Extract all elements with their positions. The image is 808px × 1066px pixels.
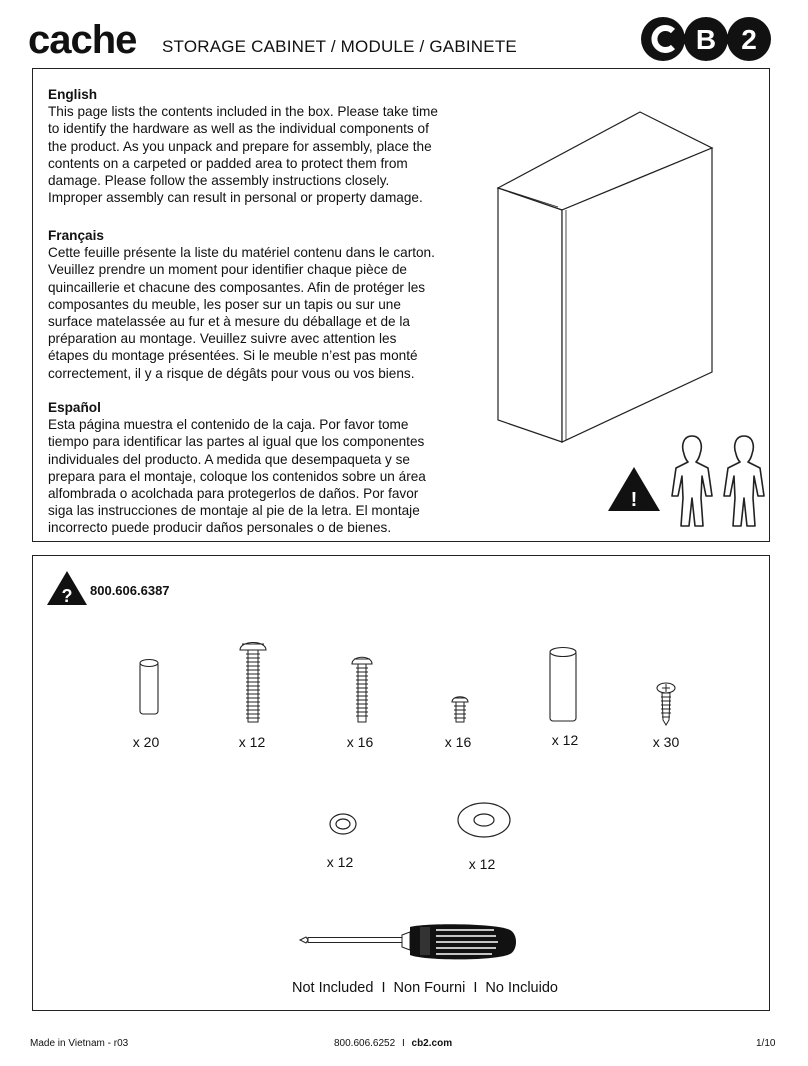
cb2-logo (640, 16, 772, 62)
flat-washer-icon (456, 800, 512, 840)
instructions-english (48, 86, 438, 206)
warning-icon (606, 465, 662, 513)
english-body: This page lists the contents included in the box. Please take time to identify the hardware as well as the individual components of the product. As you unpack and prepare for assembly, place the contents on a carpeted or padded area to protect them from damage. Please follow the assembly instructions closely. Improper assembly can result in personal or property damage. (48, 104, 438, 206)
screwdriver-icon (296, 918, 522, 966)
product-subtitle: STORAGE CABINET / MODULE / GABINETE (162, 37, 517, 56)
spanish-heading: Español (48, 400, 101, 415)
instructions-spanish (48, 399, 438, 537)
cam-barrel-icon (548, 646, 578, 724)
footer-page-number: 1/10 (756, 1038, 776, 1049)
short-screw-icon (450, 694, 470, 724)
qty-cam-barrel: x 12 (551, 732, 579, 748)
svg-text:?: ? (61, 586, 73, 606)
spanish-body: Esta página muestra el contenido de la caja. Por favor tome tiempo para identificar las partes al igual que los componentes individuales del producto. A medida que desempaqueta y se prepara para el montaje, coloque los contenidos sobre un área alfombrada o acolchada para protegerlos de daños. Por favor siga las instrucciones de montaje al pie de la letra. El montaje incorrecto puede producir daños personales o de bienes. (48, 417, 426, 536)
help-phone: 800.606.6387 (90, 583, 170, 598)
qty-wood-dowel: x 20 (132, 734, 160, 750)
svg-text:2: 2 (741, 24, 757, 55)
french-body: Cette feuille présente la liste du matériel contenu dans le carton. Veuillez prendre un moment pour identifier chaque pièce de quincaillerie et chacune des composantes. Afin de protéger les composantes du meuble, les poser sur un tapis ou sur une surface matelassée au fur et à mesure du déballage et de la préparation au montage. Veuillez suivre avec attention les étapes du montage présentées. Si le meuble n’est pas monté correctement, il y a risque de dégâts pour vous ou vos biens. (48, 245, 435, 381)
english-heading: English (48, 87, 98, 102)
flat-head-screw-icon (656, 682, 676, 726)
qty-medium-screw: x 16 (346, 734, 374, 750)
french-heading: Français (48, 228, 104, 243)
cabinet-illustration (490, 110, 720, 450)
qty-short-screw: x 16 (444, 734, 472, 750)
qty-long-screw: x 12 (238, 734, 266, 750)
qty-flat-head-screw: x 30 (652, 734, 680, 750)
lock-washer-icon (328, 812, 358, 836)
tools-not-included: Not Included I Non Fourni I No Incluido (292, 980, 558, 996)
qty-lock-washer: x 12 (326, 854, 354, 870)
footer-made-in: Made in Vietnam - r03 (30, 1038, 129, 1049)
help-icon (46, 570, 88, 606)
footer-phone: 800.606.6252 (334, 1038, 396, 1049)
footer-separator: I (401, 1038, 405, 1049)
footer-website[interactable]: cb2.com (411, 1038, 453, 1049)
svg-text:!: ! (630, 489, 638, 511)
wood-dowel-icon (138, 658, 160, 716)
brand-name: cache (28, 18, 137, 62)
two-person-icon (668, 432, 774, 532)
instructions-french (48, 227, 438, 382)
svg-text:B: B (695, 24, 717, 55)
long-screw-icon (238, 638, 268, 726)
qty-flat-washer: x 12 (468, 856, 496, 872)
footer-contact (334, 1038, 452, 1049)
medium-screw-icon (350, 654, 374, 726)
